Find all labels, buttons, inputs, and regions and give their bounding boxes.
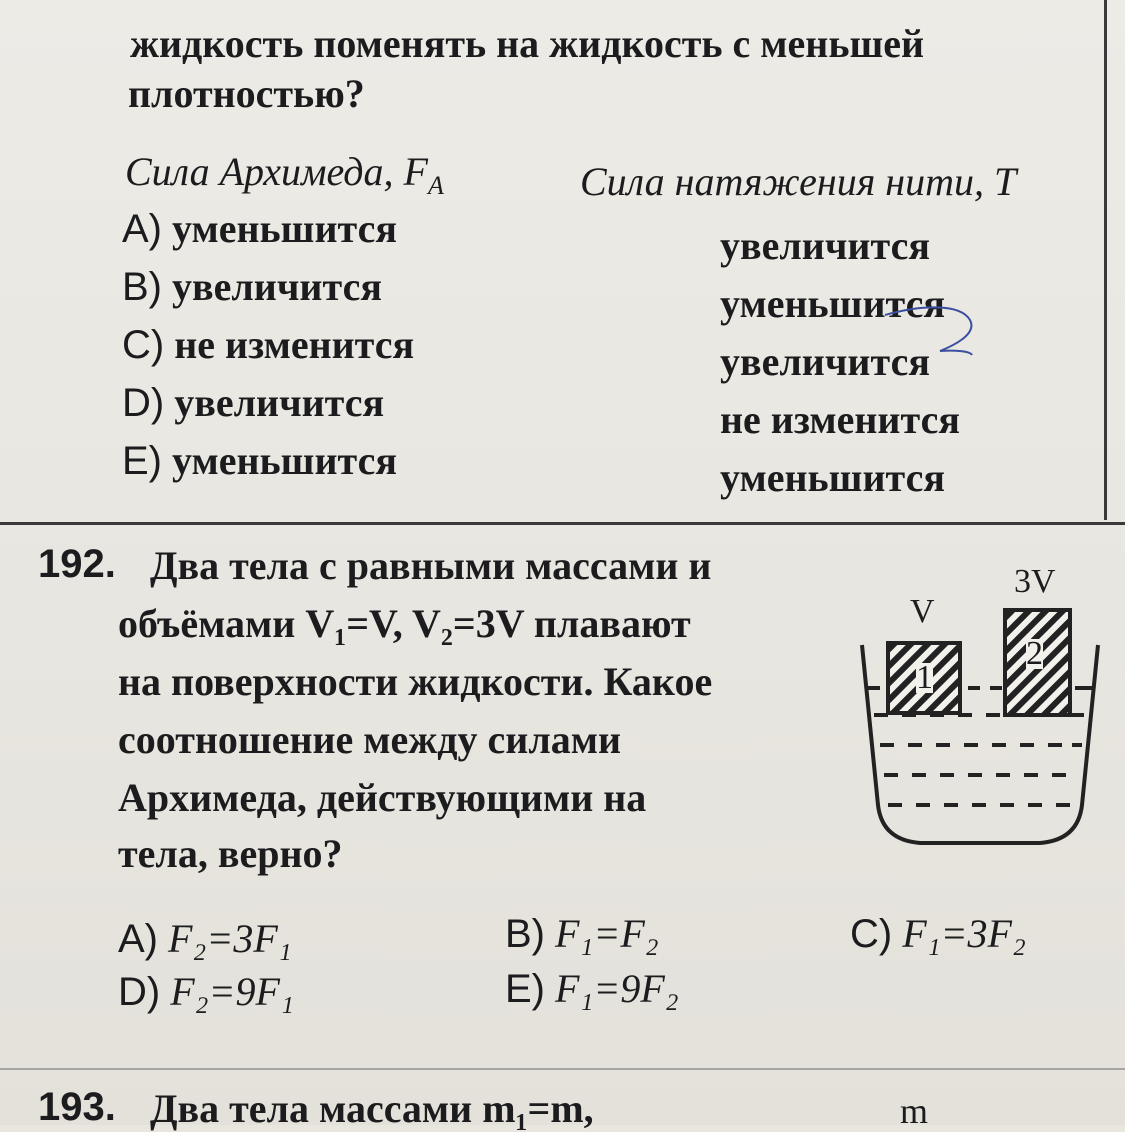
q191-option-a xyxy=(122,205,397,252)
q191-line-2: плотностью? xyxy=(128,71,365,116)
q192-answer-b xyxy=(505,910,659,957)
q191-option-d xyxy=(122,379,384,426)
q192-line-4: соотношение между силами xyxy=(118,717,622,762)
q193-text: Два тела массами m₁=m, xyxy=(150,1086,594,1131)
body-2-label: 2 xyxy=(1026,635,1043,672)
option-left-value: не изменится xyxy=(174,322,415,367)
q191-option-a-right: увеличится xyxy=(720,223,930,268)
volume-label-v: V xyxy=(910,593,935,630)
q191-option-d-right: не изменится xyxy=(720,397,960,442)
q191-option-b-right: уменьшится xyxy=(720,281,946,326)
option-letter: D) xyxy=(122,381,165,425)
q192-answer-d xyxy=(118,968,294,1015)
column-header-archimedes: Сила Архимеда, $F_A$ xyxy=(125,149,444,200)
option-left-value: увеличится xyxy=(174,380,385,425)
option-left-value: уменьшится xyxy=(172,206,398,251)
volume-label-3v: 3V xyxy=(1014,563,1056,600)
answer-letter: A) xyxy=(118,917,158,961)
q192-line-1: Два тела с равными массами и xyxy=(150,543,712,588)
answer-formula: F₁=3F₂ xyxy=(902,911,1026,956)
q191-option-b xyxy=(122,263,382,310)
q192-line-5: Архимеда, действующими на xyxy=(118,775,647,820)
option-left-value: уменьшится xyxy=(172,438,398,483)
q191-option-e xyxy=(122,437,397,484)
option-letter: E) xyxy=(122,439,162,483)
body-1-label: 1 xyxy=(916,659,933,696)
q192-line-6: тела, верно? xyxy=(118,831,343,876)
answer-formula: F₂=9F₁ xyxy=(170,969,294,1014)
answer-formula: F₂=3F₁ xyxy=(168,916,292,961)
column-border xyxy=(1104,0,1107,520)
floating-bodies-diagram xyxy=(850,565,1100,860)
option-letter: A) xyxy=(122,207,162,251)
q191-line-1: жидкость поменять на жидкость с меньшей xyxy=(130,21,925,66)
answer-letter: C) xyxy=(850,912,893,956)
q192-number: 192. xyxy=(38,542,116,586)
option-letter: C) xyxy=(122,323,165,367)
answer-formula: F₁=F₂ xyxy=(555,911,659,956)
column-header-subscript: A xyxy=(427,171,444,200)
q191-option-c-right: увеличится xyxy=(720,339,930,384)
answer-letter: B) xyxy=(505,912,545,956)
section-divider-2 xyxy=(0,1068,1125,1070)
q192-answer-a xyxy=(118,915,292,962)
option-letter: B) xyxy=(122,265,162,309)
pen-mark xyxy=(880,285,990,375)
answer-letter: E) xyxy=(505,967,545,1011)
answer-letter: D) xyxy=(118,970,161,1014)
q193-number: 193. xyxy=(38,1085,116,1129)
section-divider xyxy=(0,522,1125,525)
q191-option-e-right: уменьшится xyxy=(720,455,946,500)
option-left-value: увеличится xyxy=(172,264,382,309)
q192-answer-e xyxy=(505,965,679,1012)
q191-option-c xyxy=(122,321,414,368)
column-header-tension: Сила натяжения нити, T xyxy=(580,159,1017,204)
vessel-svg xyxy=(850,565,1100,855)
q192-answer-c xyxy=(850,910,1026,957)
q193-figure-label: m xyxy=(900,1091,929,1131)
q192-line-2: объёмами V₁=V, V₂=3V плавают xyxy=(118,601,691,646)
q192-line-3: на поверхности жидкости. Какое xyxy=(118,659,713,704)
answer-formula: F₁=9F₂ xyxy=(555,966,679,1011)
